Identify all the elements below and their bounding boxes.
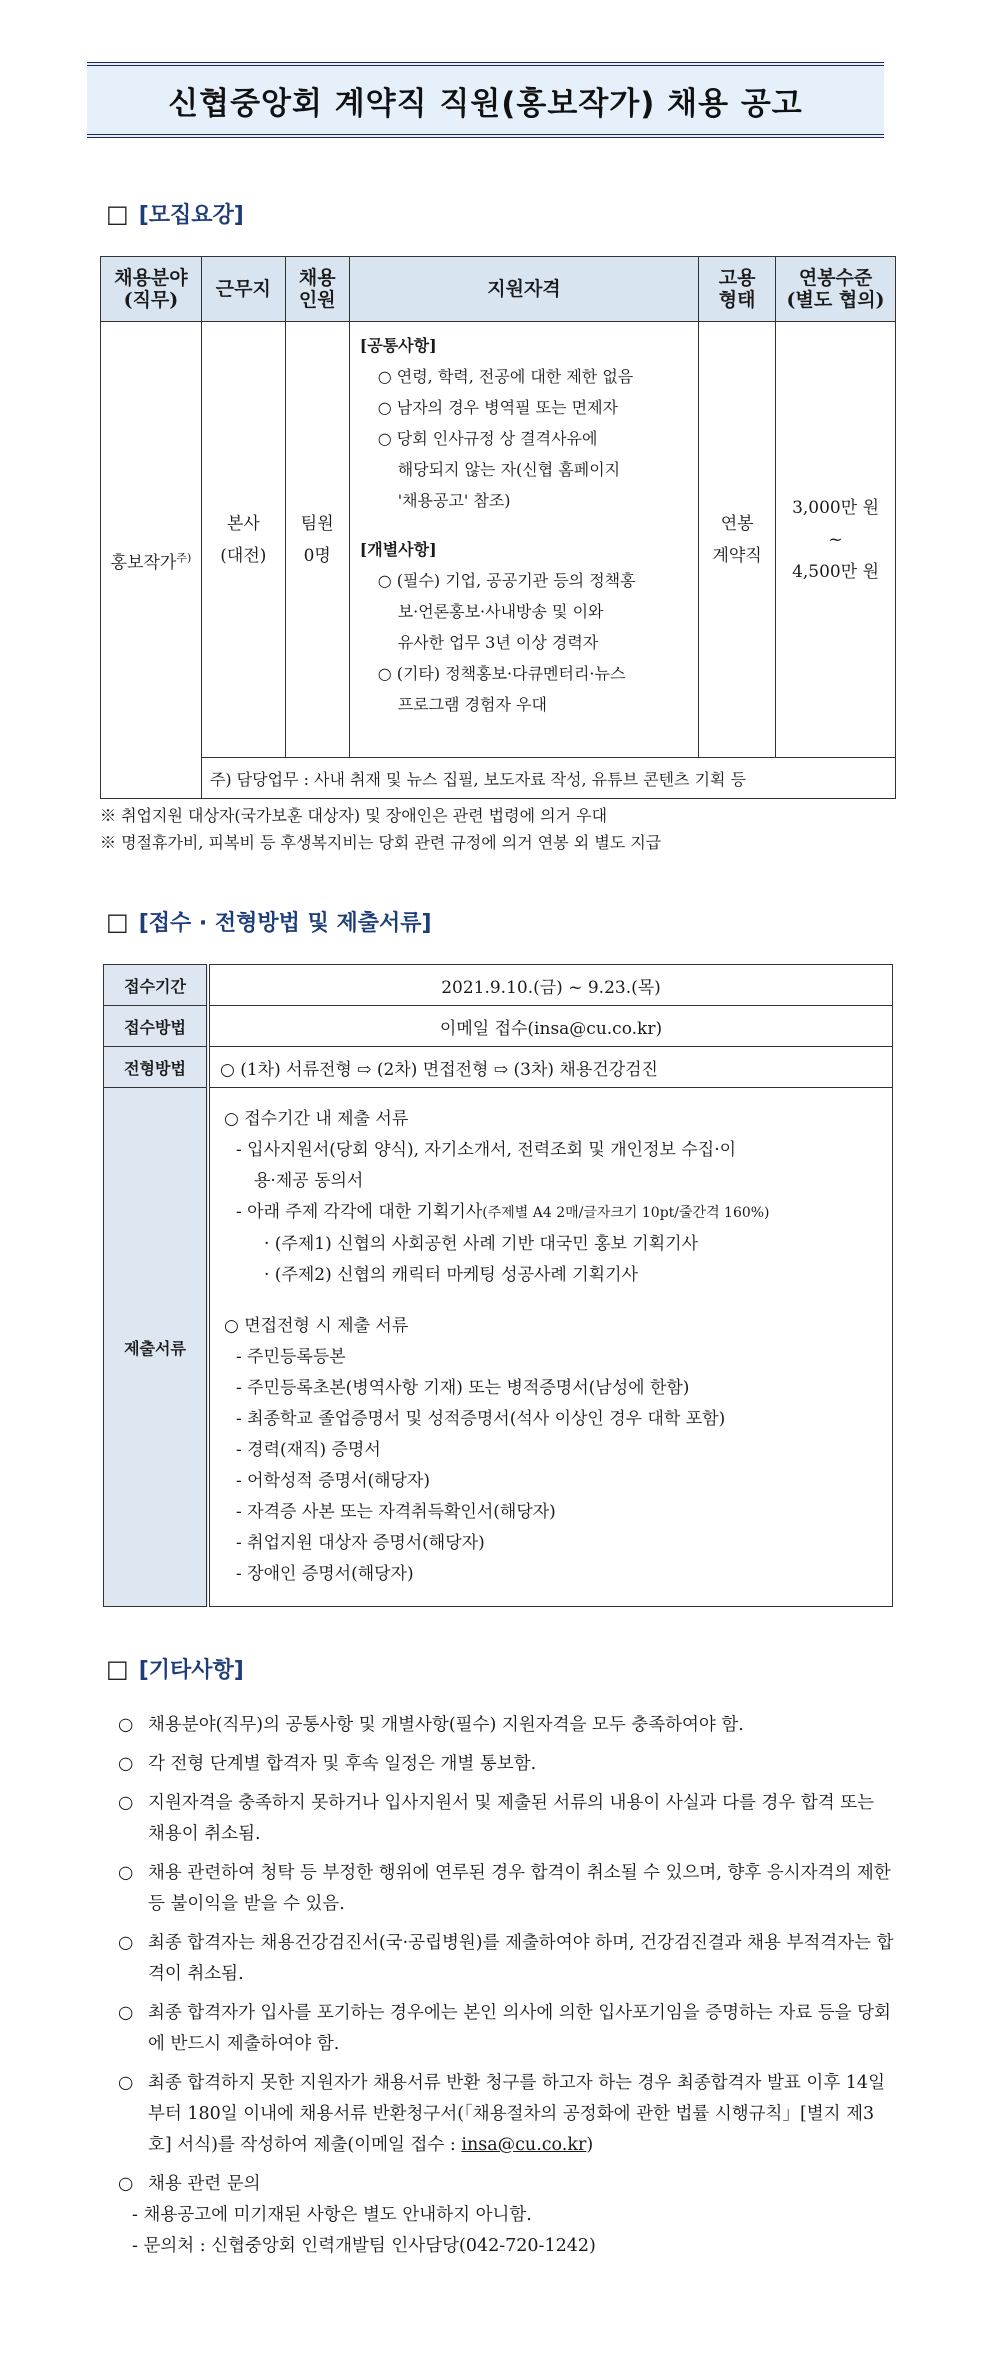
- docs-group-title: ○ 면접전형 시 제출 서류: [224, 1316, 409, 1336]
- method-label: 접수방법: [104, 1006, 209, 1047]
- table-header-row: [101, 257, 896, 322]
- table-note-row: [101, 758, 896, 799]
- inquiry-line: - 문의처 : 신협중앙회 인력개발팀 인사담당(042-720-1242): [132, 2236, 596, 2256]
- list-item: 해당되지 않는 자(신협 홈페이지: [397, 460, 621, 479]
- list-item: - 장애인 증명서(해당자): [236, 1564, 414, 1584]
- period-value: 2021.9.10.(금) ~ 9.23.(목): [208, 965, 893, 1006]
- list-item: ○ 지원자격을 충족하지 못하거나 입사지원서 및 제출된 서류의 내용이 사실과 다를 경우 합격 또는 채용이 취소됨.: [118, 1788, 894, 1850]
- section-title: [접수 · 전형방법 및 제출서류]: [138, 911, 432, 936]
- checkbox-square-icon: □: [106, 907, 129, 936]
- list-item: - 주민등록초본(병역사항 기재) 또는 병적증명서(남성에 한함): [236, 1378, 690, 1398]
- employment-type-cell: 연봉 계약직: [699, 322, 776, 758]
- list-item: ○ 당회 인사규정 상 결격사유에: [377, 429, 598, 448]
- bullet-circle-icon: ○: [118, 1793, 134, 1813]
- list-item: - 입사지원서(당회 양식), 자기소개서, 전력조회 및 개인정보 수집·이: [236, 1140, 737, 1160]
- inquiry-title: 채용 관련 문의: [148, 2174, 261, 2194]
- list-item: [118, 2169, 894, 2200]
- list-item: ○ 남자의 경우 병역필 또는 면제자: [377, 398, 619, 417]
- checkbox-square-icon: □: [106, 1654, 129, 1683]
- list-item: 용·제공 동의서: [254, 1171, 364, 1191]
- location-cell: 본사 (대전): [201, 322, 285, 758]
- table-row: [104, 965, 893, 1006]
- inquiry-line: - 채용공고에 미기재된 사항은 별도 안내하지 아니함.: [132, 2205, 532, 2225]
- list-item: - 취업지원 대상자 증명서(해당자): [236, 1533, 485, 1553]
- list-item: ○ 각 전형 단계별 합격자 및 후속 일정은 개별 통보함.: [118, 1749, 894, 1780]
- table-row: [104, 1006, 893, 1047]
- period-label: 접수기간: [104, 965, 209, 1006]
- table-row: [104, 1047, 893, 1088]
- bullet-circle-icon: ○: [118, 1933, 134, 1953]
- list-item: ○ (기타) 정책홍보·다큐멘터리·뉴스: [377, 664, 626, 683]
- method-value: 이메일 접수(insa@cu.co.kr): [208, 1006, 893, 1047]
- header-cell: 지원자격: [349, 257, 699, 322]
- list-item: · (주제1) 신협의 사회공헌 사례 기반 대국민 홍보 기획기사: [264, 1234, 698, 1254]
- list-item: ○ 채용분야(직무)의 공통사항 및 개별사항(필수) 지원자격을 모두 충족하여야 함.: [118, 1710, 894, 1741]
- bullet-circle-icon: ○: [118, 2073, 134, 2093]
- screening-value: ○ (1차) 서류전형 ⇨ (2차) 면접전형 ⇨ (3차) 채용건강검진: [208, 1047, 893, 1088]
- headcount-cell: 팀원 0명: [285, 322, 349, 758]
- list-item: - 자격증 사본 또는 자격취득확인서(해당자): [236, 1502, 556, 1522]
- list-item: ○ 채용 관련하여 청탁 등 부정한 행위에 연루된 경우 합격이 취소될 수 있으며, 향후 응시자격의 제한 등 불이익을 받을 수 있음.: [118, 1858, 894, 1920]
- list-item: · (주제2) 신협의 캐릭터 마케팅 성공사례 기획기사: [264, 1265, 638, 1285]
- section-heading-recruit: [106, 198, 244, 229]
- table-row: [104, 1088, 893, 1607]
- list-item: 보·언론홍보·사내방송 및 이와: [397, 602, 604, 621]
- page-title: 신협중앙회 계약직 직원(홍보작가) 채용 공고: [168, 85, 803, 122]
- title-banner: [87, 62, 884, 138]
- foot-notes: [100, 802, 661, 856]
- process-table: [103, 964, 893, 1607]
- docs-group-title: ○ 접수기간 내 제출 서류: [224, 1109, 409, 1129]
- list-item: 유사한 업무 3년 이상 경력자: [397, 633, 599, 652]
- header-cell: 고용 형태: [699, 257, 776, 322]
- bullet-circle-icon: ○: [118, 1863, 134, 1883]
- list-item: - 아래 주제 각각에 대한 기획기사(주제별 A4 2매/글자크기 10pt/줄간격 160%): [236, 1202, 770, 1222]
- common-title: [공통사항]: [359, 336, 437, 355]
- list-item: 프로그램 경험자 우대: [397, 695, 547, 714]
- list-item: ○ 최종 합격하지 못한 지원자가 채용서류 반환 청구를 하고자 하는 경우 최종합격자 발표 이후 14일부터 180일 이내에 채용서류 반환청구서(「채용절차의 공정화에 관한 법률 시행규칙」[별지 제3호] 서식)를 작성하여 제출(이메일 접수 : insa@cu.co.kr): [118, 2068, 894, 2161]
- list-item: - 주민등록등본: [236, 1347, 346, 1367]
- header-cell: 근무지: [201, 257, 285, 322]
- bullet-circle-icon: ○: [118, 2003, 134, 2023]
- docs-label: 제출서류: [104, 1088, 209, 1607]
- bullet-circle-icon: ○: [118, 1754, 134, 1774]
- section-title: [기타사항]: [138, 1658, 244, 1683]
- email-link[interactable]: insa@cu.co.kr: [461, 2135, 587, 2155]
- bullet-circle-icon: ○: [118, 1715, 134, 1735]
- section-title: [모집요강]: [138, 203, 244, 228]
- bullet-circle-icon: ○: [118, 2174, 134, 2194]
- list-item: '채용공고' 참조): [397, 491, 511, 510]
- section-heading-process: [106, 906, 432, 937]
- list-item: ○ (필수) 기업, 공공기관 등의 정책홍: [377, 571, 636, 590]
- header-cell: 연봉수준 (별도 협의): [776, 257, 896, 322]
- list-item: - 어학성적 증명서(해당자): [236, 1471, 431, 1491]
- misc-list: [118, 1710, 894, 2262]
- list-item: ○ 최종 합격자는 채용건강검진서(국·공립병원)를 제출하여야 하며, 건강검진결과 채용 부적격자는 합격이 취소됨.: [118, 1928, 894, 1990]
- screening-label: 전형방법: [104, 1047, 209, 1088]
- header-cell: 채용분야 (직무): [101, 257, 202, 322]
- checkbox-square-icon: □: [106, 199, 129, 228]
- list-item: ○ 연령, 학력, 전공에 대한 제한 없음: [377, 367, 634, 386]
- table-row: [101, 322, 896, 758]
- note-line: ※ 명절휴가비, 피복비 등 후생복지비는 당회 관련 규정에 의거 연봉 외 별도 지급: [100, 833, 662, 852]
- note-line: ※ 취업지원 대상자(국가보훈 대상자) 및 장애인은 관련 법령에 의거 우대: [100, 806, 608, 825]
- list-item: - 경력(재직) 증명서: [236, 1440, 381, 1460]
- duty-note: 주) 담당업무 : 사내 취재 및 뉴스 집필, 보도자료 작성, 유튜브 콘텐츠 기획 등: [201, 758, 895, 799]
- header-cell: 채용 인원: [285, 257, 349, 322]
- section-heading-misc: [106, 1653, 244, 1684]
- salary-cell: 3,000만 원 ~ 4,500만 원: [776, 322, 896, 758]
- recruit-table: [100, 256, 896, 799]
- field-cell: 홍보작가$^{주)}$: [101, 322, 202, 799]
- qualification-cell: [349, 322, 699, 758]
- docs-cell: [208, 1088, 893, 1607]
- specific-title: [개별사항]: [359, 540, 437, 559]
- list-item: ○ 최종 합격자가 입사를 포기하는 경우에는 본인 의사에 의한 입사포기임을 증명하는 자료 등을 당회에 반드시 제출하여야 함.: [118, 1998, 894, 2060]
- list-item: - 최종학교 졸업증명서 및 성적증명서(석사 이상인 경우 대학 포함): [236, 1409, 726, 1429]
